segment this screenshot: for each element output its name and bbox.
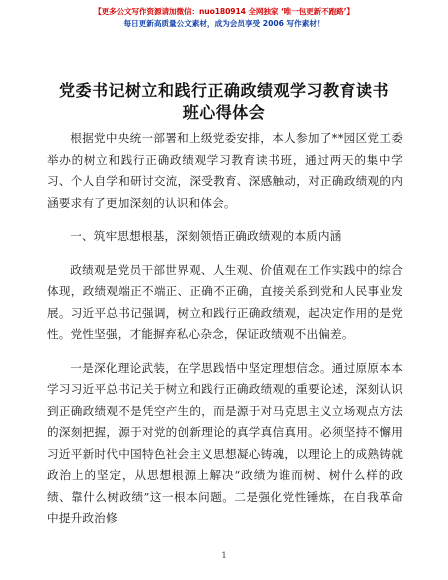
promo-line-2: 每日更新高质量公文素材，成为会员享受 2006 写作素材！ — [123, 19, 325, 28]
promo-header — [0, 6, 448, 30]
section-heading: 一、筑牢思想根基，深刻领悟正确政绩观的本质内涵 — [70, 229, 342, 243]
body-paragraph: 政绩观是党员干部世界观、人生观、价值观在工作实践中的综合体现，政绩观端正不端正、正确不正确，直接关系到党和人民事业发展。习近平总书记强调，树立和践行正确政绩观，起决定作用的是党性。党性坚强，才能摒弃私心杂念，保证政绩观不出偏差。 — [47, 262, 403, 341]
intro-paragraph: 根据党中央统一部署和上级党委安排，本人参加了**园区党工委举办的树立和践行正确政绩观学习教育读书班，通过两天的集中学习、个人自学和研讨交流，深受教育、深感触动，对正确政绩观的内涵要求有了更加深刻的认识和体会。 — [47, 131, 403, 210]
document-body — [47, 128, 403, 542]
document-title: 党委书记树立和践行正确政绩观学习教育读书班心得体会 — [58, 81, 389, 122]
page-number: 1 — [221, 551, 227, 560]
promo-line-1: 【更多公文写作资源请加微信：nuo180914 全网独家 ‘唯一包更新不跑路’】 — [94, 7, 354, 16]
body-paragraph: 一是深化理论武装，在学思践悟中坚定理想信念。通过原原本本学习习近平总书记关于树立和践行正确政绩观的重要论述，深刻认识到正确政绩观不是凭空产生的，而是源于对马克思主义立场观点方法的深刻把握，源于对党的创新理论的真学真信真用。必须坚持不懈用习近平新时代中国特色社会主义思想凝心铸魂，以理论上的成熟铸就政治上的坚定，从思想根源上解决“政绩为谁而树、树什么样的政绩、靠什么树政绩”这一根本问题。二是强化党性锤炼，在自我革命中提升政治修 — [47, 360, 403, 525]
